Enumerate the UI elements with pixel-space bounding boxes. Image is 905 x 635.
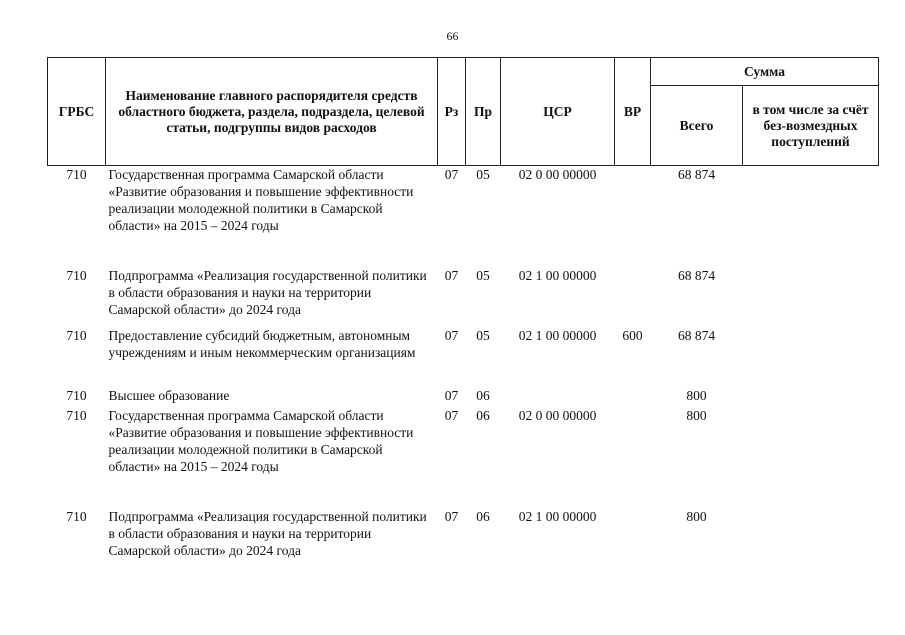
cell-vr xyxy=(615,407,651,508)
cell-rz: 07 xyxy=(444,167,459,182)
header-sum: Сумма xyxy=(651,58,879,86)
cell-total: 800 xyxy=(686,407,707,423)
header-grbs: ГРБС xyxy=(48,58,106,166)
cell-pr: 05 xyxy=(476,267,490,283)
cell-vr xyxy=(615,387,651,407)
cell-name: Подпрограмма «Реализация государственной политики в области образования и науки на территории Самарской области» до 2024 года xyxy=(108,508,427,558)
header-vr: ВР xyxy=(615,58,651,166)
table-row xyxy=(48,508,879,562)
cell-rz: 07 xyxy=(444,407,459,423)
cell-rz: 07 xyxy=(444,387,459,403)
header-name: Наименование главного распорядителя средств областного бюджета, раздела, подраздела, целевой статьи, подгруппы видов расходов xyxy=(106,58,438,166)
header-pr: Пр xyxy=(466,58,501,166)
cell-free xyxy=(743,267,879,327)
cell-free xyxy=(743,166,879,267)
cell-csr: 02 0 00 00000 xyxy=(518,167,597,182)
cell-csr: 02 1 00 00000 xyxy=(518,508,597,524)
table-header xyxy=(48,58,879,166)
cell-free xyxy=(743,407,879,508)
cell-total: 68 874 xyxy=(677,267,716,283)
cell-rz: 07 xyxy=(444,327,459,343)
cell-vr xyxy=(615,267,651,327)
cell-csr: 02 0 00 00000 xyxy=(518,407,597,423)
cell-total: 800 xyxy=(686,508,707,524)
cell-rz: 07 xyxy=(444,267,459,283)
cell-csr: 02 1 00 00000 xyxy=(518,267,597,283)
header-rz: Рз xyxy=(438,58,466,166)
cell-total: 68 874 xyxy=(677,167,716,182)
cell-name: Государственная программа Самарской области «Развитие образования и повышение эффективности реализации молодежной политики в Самарской области» на 2015 – 2024 годы xyxy=(108,407,414,474)
cell-total: 800 xyxy=(686,387,707,403)
header-free: в том числе за счёт без-возмездных поступлений xyxy=(743,86,879,166)
cell-total: 68 874 xyxy=(677,327,716,343)
header-csr: ЦСР xyxy=(501,58,615,166)
cell-name: Предоставление субсидий бюджетным, автономным учреждениям и иным некоммерческим организациям xyxy=(108,327,416,360)
cell-pr: 05 xyxy=(476,327,490,343)
budget-table xyxy=(47,57,879,562)
cell-csr: 02 1 00 00000 xyxy=(518,327,597,343)
cell-free xyxy=(743,387,879,407)
table-row xyxy=(48,327,879,387)
table-row xyxy=(48,166,879,267)
cell-grbs: 710 xyxy=(66,267,87,283)
cell-rz: 07 xyxy=(444,508,459,524)
cell-free xyxy=(743,327,879,387)
cell-pr: 06 xyxy=(476,508,490,524)
header-total: Всего xyxy=(651,86,743,166)
cell-pr: 06 xyxy=(476,387,490,403)
cell-grbs: 710 xyxy=(66,508,87,524)
cell-name: Подпрограмма «Реализация государственной политики в области образования и науки на территории Самарской области» до 2024 года xyxy=(108,267,427,317)
cell-name: Государственная программа Самарской области «Развитие образования и повышение эффективности реализации молодежной политики в Самарской области» на 2015 – 2024 годы xyxy=(108,167,414,233)
cell-grbs: 710 xyxy=(66,167,87,182)
cell-vr: 600 xyxy=(622,327,643,343)
cell-pr: 05 xyxy=(476,167,490,182)
cell-name: Высшее образование xyxy=(108,387,230,403)
cell-grbs: 710 xyxy=(66,327,87,343)
cell-free xyxy=(743,508,879,562)
table-row xyxy=(48,387,879,407)
table-row xyxy=(48,407,879,508)
cell-pr: 06 xyxy=(476,407,490,423)
table-body xyxy=(48,166,879,562)
cell-grbs: 710 xyxy=(66,387,87,403)
table-row xyxy=(48,267,879,327)
page-number: 66 xyxy=(446,29,459,43)
cell-vr xyxy=(615,508,651,562)
cell-vr xyxy=(615,166,651,267)
cell-csr xyxy=(501,387,615,407)
cell-grbs: 710 xyxy=(66,407,87,423)
